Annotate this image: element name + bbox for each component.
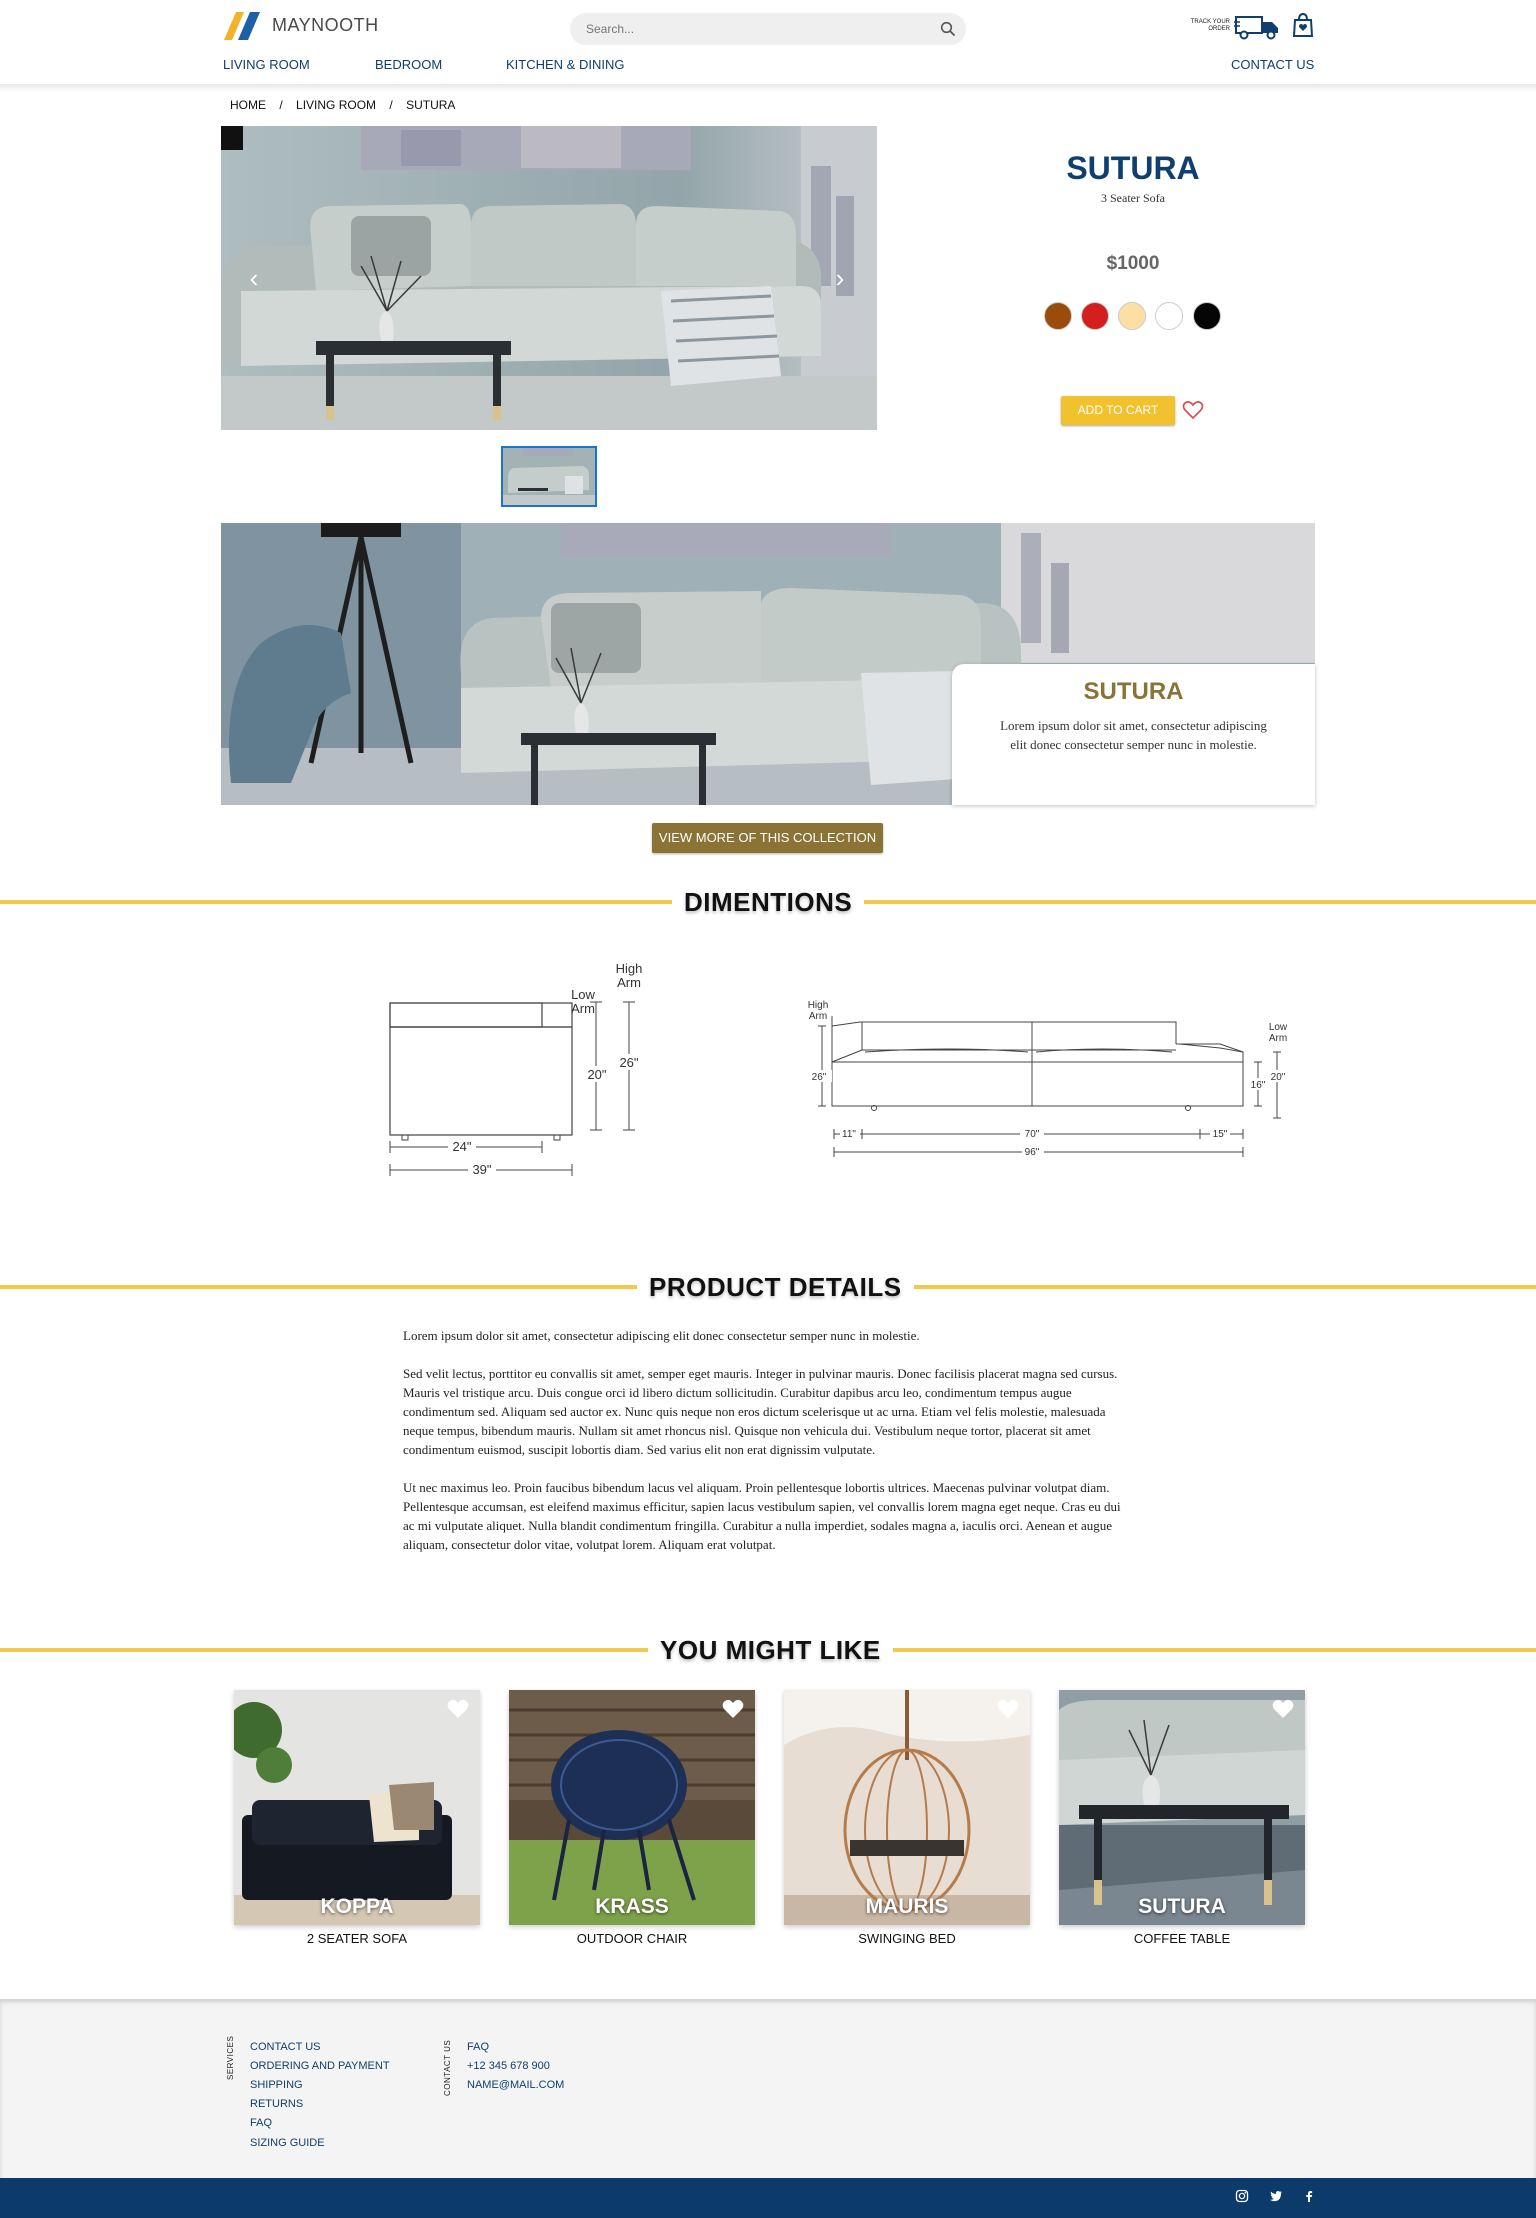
track-order-link[interactable] — [1190, 13, 1290, 41]
breadcrumb-home[interactable]: HOME — [230, 98, 266, 112]
footer-phone[interactable]: +12 345 678 900 — [467, 2060, 550, 2072]
label-high-arm: High — [615, 961, 643, 976]
track-order-label: TRACK YOUR ORDER — [1190, 19, 1230, 32]
image-badge — [221, 126, 243, 150]
footer-link-sizing-guide[interactable]: SIZING GUIDE — [250, 2137, 325, 2149]
product-details-heading: PRODUCT DETAILS — [637, 1272, 914, 1303]
add-to-cart-button[interactable]: ADD TO CART — [1061, 396, 1175, 425]
card-title: MAURIS — [865, 1895, 949, 1918]
product-main-image — [221, 126, 877, 430]
label-width-11: 11" — [842, 1129, 856, 1140]
gallery-next-arrow-icon[interactable]: › — [835, 263, 845, 293]
twitter-icon[interactable] — [1269, 2189, 1283, 2203]
label-low-arm: Low — [1268, 1022, 1288, 1033]
product-title: SUTURA — [1066, 150, 1200, 186]
favorite-heart-icon[interactable] — [1271, 1698, 1295, 1720]
footer-link-shipping[interactable]: SHIPPING — [250, 2079, 303, 2091]
search-icon[interactable] — [940, 21, 956, 37]
site-footer — [0, 1999, 1536, 2178]
label-height-20: 20" — [587, 1067, 607, 1082]
product-card-koppa[interactable] — [234, 1690, 480, 1925]
color-swatch-red[interactable] — [1081, 302, 1109, 330]
collection-title: SUTURA — [1083, 678, 1184, 705]
recommendations-heading: YOU MIGHT LIKE — [648, 1635, 893, 1666]
footer-link-ordering-payment[interactable]: ORDERING AND PAYMENT — [250, 2060, 390, 2072]
wishlist-heart-icon[interactable] — [1182, 400, 1204, 420]
nav-living-room[interactable]: LIVING ROOM — [223, 57, 310, 72]
breadcrumb-separator: / — [389, 98, 393, 112]
dimensions-heading: DIMENTIONS — [672, 887, 864, 918]
breadcrumb-current: SUTURA — [406, 98, 456, 112]
nav-bedroom[interactable]: BEDROOM — [375, 57, 443, 72]
label-height-20: 20" — [1270, 1072, 1286, 1083]
view-collection-button[interactable]: VIEW MORE OF THIS COLLECTION — [652, 823, 883, 853]
nav-contact-us[interactable]: CONTACT US — [1231, 57, 1315, 72]
footer-services-label: SERVICES — [226, 2035, 235, 2080]
product-card-mauris[interactable] — [784, 1690, 1030, 1925]
label-width-70: 70" — [1024, 1129, 1040, 1140]
breadcrumb-living-room[interactable]: LIVING ROOM — [296, 98, 377, 112]
label-high-arm: High — [807, 1000, 829, 1011]
color-swatch-cream[interactable] — [1118, 302, 1146, 330]
card-subtitle: OUTDOOR CHAIR — [576, 1931, 688, 1946]
details-paragraph: Sed velit lectus, porttitor eu convallis sit amet, semper eget mauris. Integer in pulvinar mauris. Donec facilisis placerat magna sed cursus. Mauris vel tristique arcu. Duis congue orci id libero dictum sollicitudin. Curabitur dapibus arcu leo, condimentum tempus augue condimentum sed. Aliquam sed auctor ex. Nunc quis neque non eros dictum scelerisque ut ac urna. Etiam vel felis molestie, malesuada neque tempus, bibendum mauris. Nullam sit amet rhoncus nisl. Quisque non vehicula dui. Vestibulum neque tortor, placerat sit amet condimentum euismod, suscipit lobortis diam. Sed varius elit non erat dignissim vulputate. — [403, 1366, 1118, 1457]
card-subtitle: SWINGING BED — [858, 1931, 956, 1946]
favorite-heart-icon[interactable] — [996, 1698, 1020, 1720]
breadcrumb-separator: / — [279, 98, 283, 112]
facebook-icon[interactable] — [1302, 2189, 1316, 2203]
gallery-thumbnail[interactable] — [501, 446, 597, 507]
collection-description: Lorem ipsum dolor sit amet, consectetur adipiscing elit donec consectetur semper nunc in molestie. — [1000, 718, 1267, 752]
favorite-heart-icon[interactable] — [446, 1698, 470, 1720]
product-subtitle: 3 Seater Sofa — [1101, 191, 1165, 205]
color-swatch-brown[interactable] — [1044, 302, 1072, 330]
nav-kitchen-dining[interactable]: KITCHEN & DINING — [506, 57, 625, 72]
product-card-sutura[interactable] — [1059, 1690, 1305, 1925]
krass-photo — [509, 1690, 755, 1925]
card-subtitle: 2 SEATER SOFA — [306, 1931, 408, 1946]
front-dimension-diagram — [800, 990, 1300, 1170]
label-depth-24: 24" — [452, 1139, 472, 1154]
card-subtitle: COFFEE TABLE — [1133, 1931, 1231, 1946]
label-low-arm-2: Arm — [1268, 1033, 1288, 1044]
breadcrumb — [230, 98, 465, 112]
label-width-15: 15" — [1212, 1129, 1228, 1140]
instagram-icon[interactable] — [1235, 2189, 1249, 2203]
footer-email[interactable]: NAME@MAIL.COM — [467, 2079, 565, 2091]
favorite-heart-icon[interactable] — [721, 1698, 745, 1720]
shopping-bag-icon[interactable] — [1292, 12, 1314, 38]
gallery-prev-arrow-icon[interactable]: ‹ — [249, 263, 259, 293]
label-low-arm-2: Arm — [571, 1001, 595, 1016]
footer-link-faq[interactable]: FAQ — [250, 2117, 273, 2129]
card-title: KOPPA — [320, 1895, 394, 1918]
label-high-arm-2: Arm — [617, 975, 641, 990]
mauris-photo — [784, 1690, 1030, 1925]
footer-link-returns[interactable]: RETURNS — [250, 2098, 304, 2110]
truck-icon — [1234, 13, 1282, 41]
details-paragraph: Ut nec maximus leo. Proin faucibus bibendum lacus vel aliquam. Proin pellentesque lobortis ultrices. Maecenas pulvinar volutpat diam. Pellentesque accumsan, est eleifend maximus efficitur, sapien lacus vestibulum sapien, vel convallis lorem magna eget neque. Cras eu dui ac mi vulputate aliquet. Nulla blandit condimentum fringilla. Curabitur a nulla imperdiet, sodales magna a, iaculis orci. Aenean et augue aliquam, consectetur dolor vitae, volutpat lorem. Aliquam erat volutpat. — [403, 1480, 1121, 1552]
collection-card — [952, 664, 1315, 805]
side-dimension-diagram — [376, 950, 656, 1190]
product-card-krass[interactable] — [509, 1690, 755, 1925]
details-paragraph: Lorem ipsum dolor sit amet, consectetur adipiscing elit donec consectetur semper nunc in molestie. — [403, 1328, 920, 1343]
footer-link-faq-2[interactable]: FAQ — [467, 2041, 490, 2053]
brand-logo-icon[interactable] — [222, 10, 266, 42]
sutura-table-photo — [1059, 1690, 1305, 1925]
site-header — [0, 0, 1536, 84]
card-title: KRASS — [595, 1895, 669, 1918]
label-high-arm-2: Arm — [808, 1011, 828, 1022]
header-divider — [0, 84, 1536, 92]
sofa-photo — [221, 126, 877, 430]
label-height-16: 16" — [1250, 1080, 1266, 1091]
search-input[interactable] — [586, 20, 916, 38]
label-depth-39: 39" — [472, 1162, 492, 1177]
koppa-photo — [234, 1690, 480, 1925]
search-box[interactable] — [570, 13, 966, 45]
color-swatch-black[interactable] — [1193, 302, 1221, 330]
label-height-26: 26" — [811, 1072, 827, 1083]
color-swatch-white[interactable] — [1155, 302, 1183, 330]
card-title: SUTURA — [1138, 1895, 1226, 1918]
label-low-arm: Low — [571, 987, 595, 1002]
label-width-96: 96" — [1024, 1147, 1040, 1158]
footer-contact-label: CONTACT US — [443, 2039, 452, 2096]
thumbnail-image — [503, 448, 595, 505]
brand-name[interactable]: MAYNOOTH — [272, 15, 379, 35]
label-height-26: 26" — [619, 1055, 639, 1070]
footer-link-contact-us[interactable]: CONTACT US — [250, 2041, 321, 2053]
product-price: $1000 — [1106, 253, 1160, 274]
product-details-text — [403, 1326, 1133, 1573]
